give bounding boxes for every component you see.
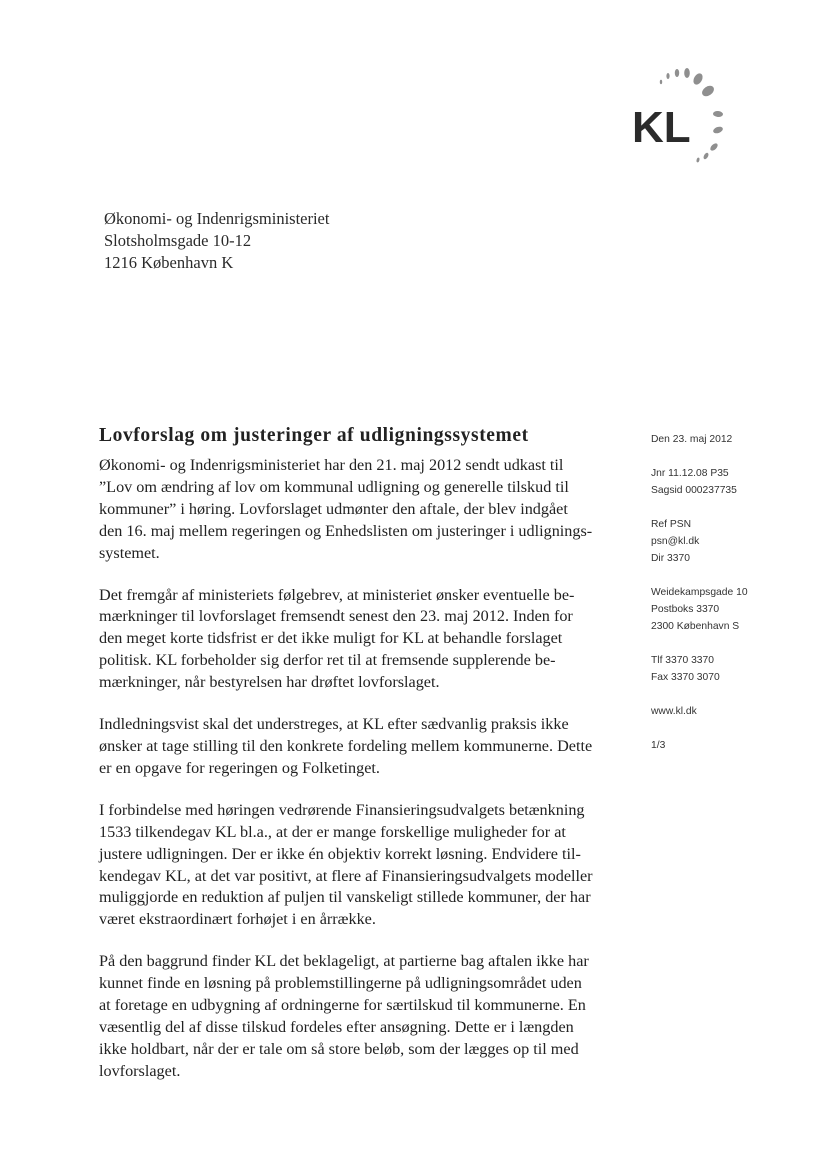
street-address: Weidekampsgade 10 <box>651 587 748 598</box>
text-line: muliggjorde en reduktion af puljen til vanskeligt stillede kommuner, der har <box>99 888 591 907</box>
text-line: kommuner” i høring. Lovforslaget udmønter den aftale, der blev indgået <box>99 499 568 518</box>
text-line: kendegav KL, at det var positivt, at flere af Finansieringsudvalgets modeller <box>99 866 593 885</box>
text-line: 1533 tilkendegav KL bl.a., at der er mange forskellige muligheder for at <box>99 822 566 841</box>
recipient-line: Slotsholmsgade 10-12 <box>104 231 252 250</box>
paragraph <box>99 455 619 565</box>
paragraph <box>99 951 619 1082</box>
text-line: ønsker at tage stilling til den konkrete fordeling mellem kommunerne. Dette <box>99 736 593 755</box>
text-line: været ekstraordinært forhøjet i en årrække. <box>99 910 376 929</box>
text-line: kunnet finde en løsning på problemstillingerne på udligningsområdet uden <box>99 974 582 993</box>
text-line: ”Lov om ændring af lov om kommunal udligning og generelle tilskud til <box>99 477 569 496</box>
letter-date: Den 23. maj 2012 <box>651 434 733 445</box>
text-line: er en opgave for regeringen og Folketinget. <box>99 758 380 777</box>
text-line: systemet. <box>99 543 160 562</box>
journal-number: Jnr 11.12.08 P35 <box>651 468 729 479</box>
letter-body <box>99 425 619 1103</box>
text-line: væsentlig del af disse tilskud fordeles efter ansøgning. Dette er i længden <box>99 1017 574 1036</box>
page-number: 1/3 <box>651 740 666 751</box>
recipient-line: 1216 København K <box>104 253 234 272</box>
recipient-address <box>104 208 329 274</box>
text-line: mærkninger, når bestyrelsen har drøftet lovforslaget. <box>99 673 440 692</box>
paragraph <box>99 714 619 780</box>
recipient-line: Økonomi- og Indenrigsministeriet <box>104 209 330 228</box>
website-link[interactable]: www.kl.dk <box>651 706 697 717</box>
kl-logo-icon <box>618 62 738 172</box>
text-line: politisk. KL forbeholder sig derfor ret til at fremsende supplerende be- <box>99 651 556 670</box>
text-line: justere udligningen. Der er ikke én objektiv korrekt løsning. Endvidere til- <box>99 844 581 863</box>
contact-email: psn@kl.dk <box>651 536 700 547</box>
fax-number: Fax 3370 3070 <box>651 672 720 683</box>
direct-phone: Dir 3370 <box>651 553 690 564</box>
text-line: ikke holdbart, når der er tale om så store beløb, som der lægges op til med <box>99 1039 579 1058</box>
paragraph <box>99 585 619 695</box>
postbox: Postboks 3370 <box>651 604 720 615</box>
text-line: den 16. maj mellem regeringen og Enhedslisten om justeringer i udlignings- <box>99 521 593 540</box>
text-line: På den baggrund finder KL det beklageligt, at partierne bag aftalen ikke har <box>99 952 589 971</box>
text-line: Økonomi- og Indenrigsministeriet har den 21. maj 2012 sendt udkast til <box>99 456 564 474</box>
text-line: at foretage en udbygning af ordningerne for særtilskud til kommunerne. En <box>99 996 586 1015</box>
kl-logo <box>618 62 738 172</box>
reference: Ref PSN <box>651 519 692 530</box>
paragraph <box>99 800 619 931</box>
kl-logo-text: KL <box>632 103 691 152</box>
phone-number: Tlf 3370 3370 <box>651 655 714 666</box>
text-line: lovforslaget. <box>99 1061 181 1080</box>
postal-city: 2300 København S <box>651 621 740 632</box>
text-line: I forbindelse med høringen vedrørende Finansieringsudvalgets betænkning <box>99 800 585 819</box>
case-id: Sagsid 000237735 <box>651 485 737 496</box>
text-line: Det fremgår af ministeriets følgebrev, at ministeriet ønsker eventuelle be- <box>99 585 575 604</box>
letter-title: Lovforslag om justeringer af udligningssystemet <box>99 425 529 446</box>
text-line: den meget korte tidsfrist er det ikke muligt for KL at behandle forslaget <box>99 629 563 648</box>
text-line: Indledningsvist skal det understreges, at KL efter sædvanlig praksis ikke <box>99 715 569 734</box>
text-line: mærkninger til lovforslaget fremsendt senest den 23. maj 2012. Inden for <box>99 607 573 626</box>
